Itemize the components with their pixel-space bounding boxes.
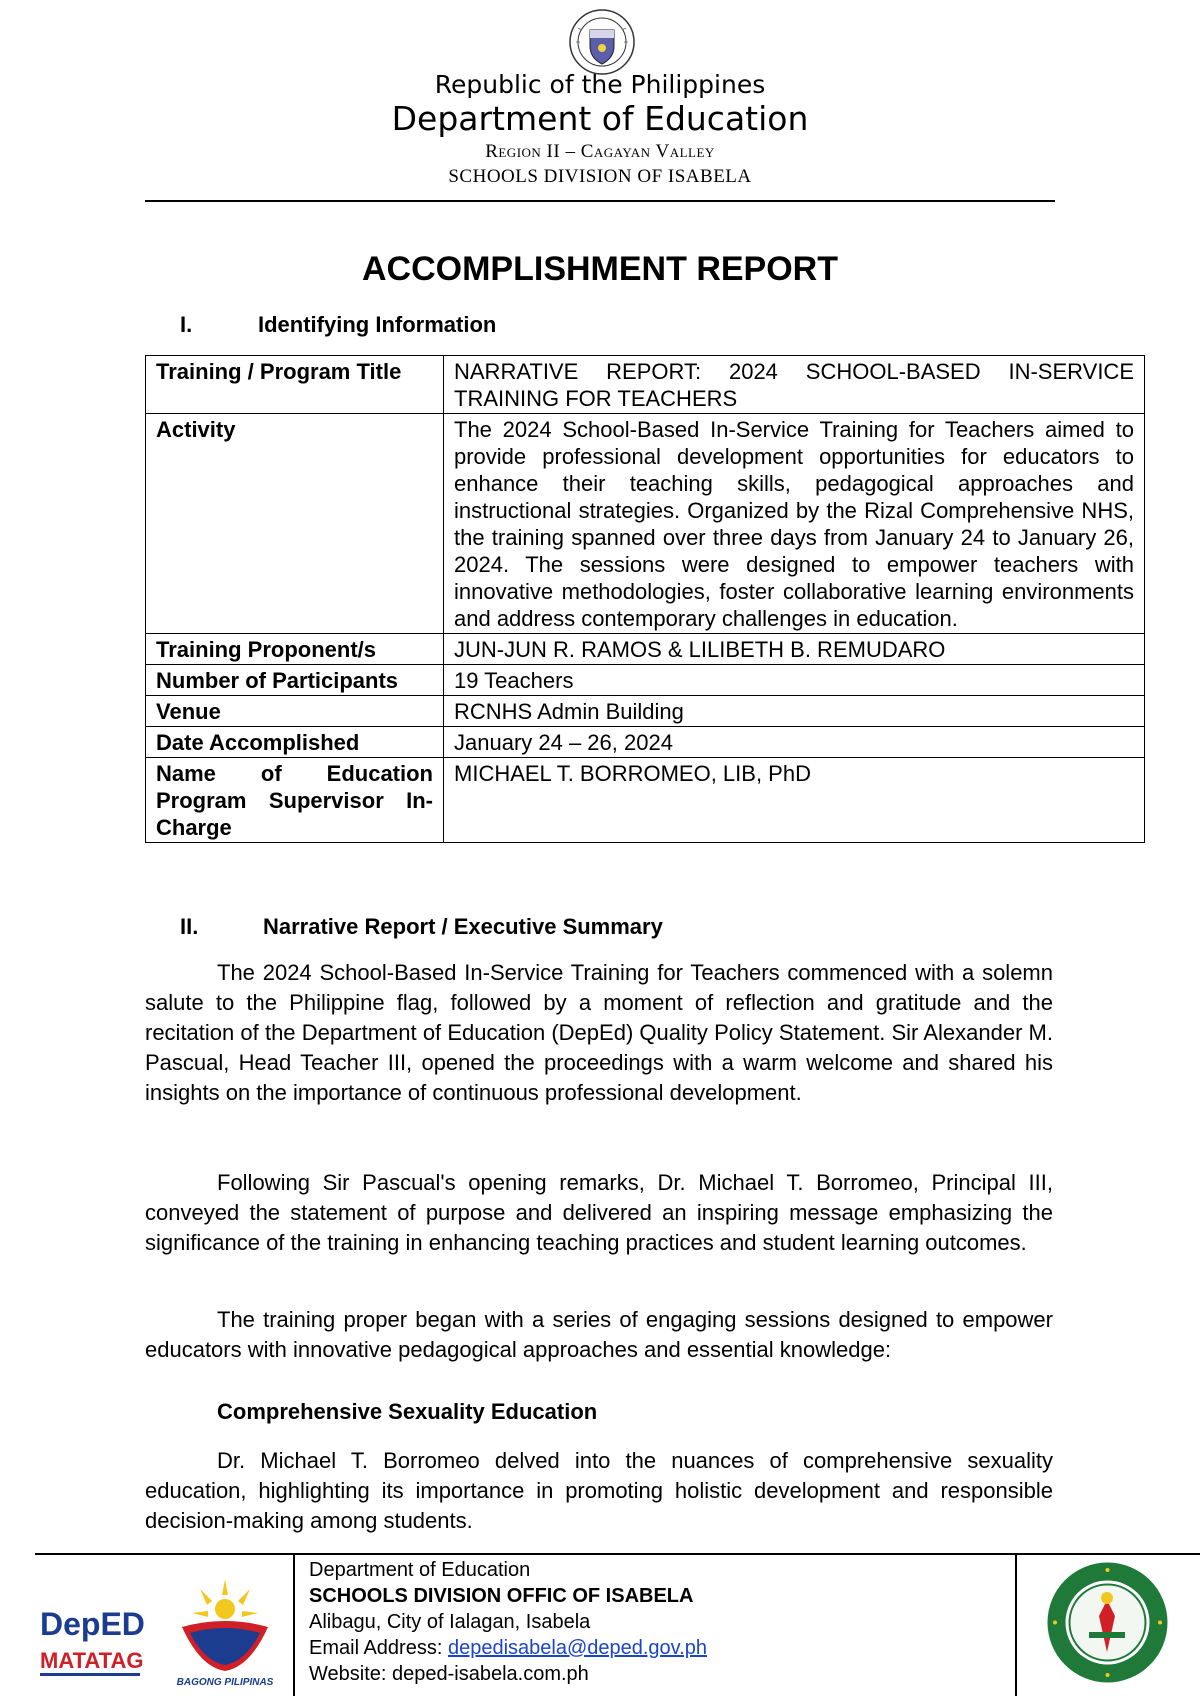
narrative-paragraph-2 xyxy=(145,1168,1053,1258)
info-table-key: Venue xyxy=(146,696,444,727)
footer-email-label: Email Address: xyxy=(309,1637,448,1659)
narrative-p4-text: Dr. Michael T. Borromeo delved into the nuances of comprehensive sexuality education, highlighting its importance in promoting holistic development and responsible decision-making among students. xyxy=(145,1448,1053,1533)
footer-email-link[interactable]: depedisabela@deped.gov.ph xyxy=(447,1637,707,1659)
section-2-heading xyxy=(180,914,663,940)
bagong-pilipinas-logo xyxy=(170,1575,280,1687)
header-republic: Republic of the Philippines xyxy=(434,70,766,99)
info-table-key: Name of Education Program Supervisor In-Charge xyxy=(146,758,444,843)
info-table-value: The 2024 School-Based In-Service Training for Teachers aimed to provide professional development opportunities for educators to enhance their teaching skills, pedagogical approaches and instructional strategies. Organized by the Rizal Comprehensive NHS, the training spanned over three days from January 24 to January 26, 2024. The sessions were designed to empower teachers with innovative methodologies, foster collaborative learning environments and address contemporary challenges in education. xyxy=(444,414,1145,634)
deped-logo-text: DepED xyxy=(40,1606,145,1642)
header-division: SCHOOLS DIVISION OF ISABELA xyxy=(448,166,752,187)
info-table-row xyxy=(146,696,1145,727)
section-2-number: II. xyxy=(180,914,199,939)
section-1-label: Identifying Information xyxy=(258,312,497,337)
header-region: Region II – Cagayan Valley xyxy=(485,141,715,162)
info-table-value: 19 Teachers xyxy=(444,665,1145,696)
info-table-row xyxy=(146,665,1145,696)
footer-column-divider-right xyxy=(1015,1553,1017,1696)
footer-line-division: SCHOOLS DIVISION OFFIC OF ISABELA xyxy=(309,1585,694,1607)
info-table-key: Activity xyxy=(146,414,444,634)
info-table-row xyxy=(146,356,1145,414)
narrative-paragraph-3 xyxy=(145,1305,1053,1365)
info-table-value: JUN-JUN R. RAMOS & LILIBETH B. REMUDARO xyxy=(444,634,1145,665)
footer-column-divider-left xyxy=(293,1553,295,1696)
narrative-paragraph-1 xyxy=(145,958,1053,1108)
narrative-p2-text: Following Sir Pascual's opening remarks, Dr. Michael T. Borromeo, Principal III, conveyed the statement of purpose and delivered an inspiring message emphasizing the significance of the training in enhancing teaching practices and student learning outcomes. xyxy=(145,1170,1053,1255)
footer-divider xyxy=(35,1553,1200,1555)
deped-matatag-logo xyxy=(38,1590,150,1685)
report-title: ACCOMPLISHMENT REPORT xyxy=(362,250,838,288)
info-table-value: January 24 – 26, 2024 xyxy=(444,727,1145,758)
narrative-p1-text: The 2024 School-Based In-Service Training for Teachers commenced with a solemn salute to the Philippine flag, followed by a moment of reflection and gratitude and the recitation of the Department of Education (DepEd) Quality Policy Statement. Sir Alexander M. Pascual, Head Teacher III, opened the proceedings with a warm welcome and shared his insights on the importance of continuous professional development. xyxy=(145,960,1053,1105)
info-table-row xyxy=(146,727,1145,758)
identifying-info-table xyxy=(145,355,1145,843)
section-1-heading xyxy=(180,312,496,338)
section-1-number: I. xyxy=(180,312,193,337)
bagong-pilipinas-text: BAGONG PILIPINAS xyxy=(176,1677,274,1687)
info-table-key: Training / Program Title xyxy=(146,356,444,414)
header-department: Department of Education xyxy=(391,99,809,138)
info-table-row xyxy=(146,758,1145,843)
info-table-key: Number of Participants xyxy=(146,665,444,696)
info-table-value: NARRATIVE REPORT: 2024 SCHOOL-BASED IN-SERVICE TRAINING FOR TEACHERS xyxy=(444,356,1145,414)
matatag-logo-text: MATATAG xyxy=(40,1648,144,1673)
footer-contact xyxy=(309,1557,707,1687)
narrative-paragraph-4 xyxy=(145,1446,1053,1536)
footer-line-address: Alibagu, City of Ialagan, Isabela xyxy=(309,1611,591,1633)
info-table-row xyxy=(146,414,1145,634)
deped-sdo-isabela-seal xyxy=(1045,1560,1170,1685)
footer-line-website: Website: deped-isabela.com.ph xyxy=(309,1663,589,1685)
section-2-label: Narrative Report / Executive Summary xyxy=(263,914,663,939)
info-table-key: Training Proponent/s xyxy=(146,634,444,665)
footer-line-email xyxy=(309,1635,707,1661)
footer-line-department: Department of Education xyxy=(309,1559,531,1581)
info-table-value: MICHAEL T. BORROMEO, LIB, PhD xyxy=(444,758,1145,843)
header-divider xyxy=(145,200,1055,202)
info-table-value: RCNHS Admin Building xyxy=(444,696,1145,727)
info-table-key: Date Accomplished xyxy=(146,727,444,758)
deped-seal-top xyxy=(568,8,636,76)
info-table-row xyxy=(146,634,1145,665)
subheading-cse: Comprehensive Sexuality Education xyxy=(217,1399,598,1424)
narrative-p3-text: The training proper began with a series of engaging sessions designed to empower educators with innovative pedagogical approaches and essential knowledge: xyxy=(145,1307,1053,1362)
